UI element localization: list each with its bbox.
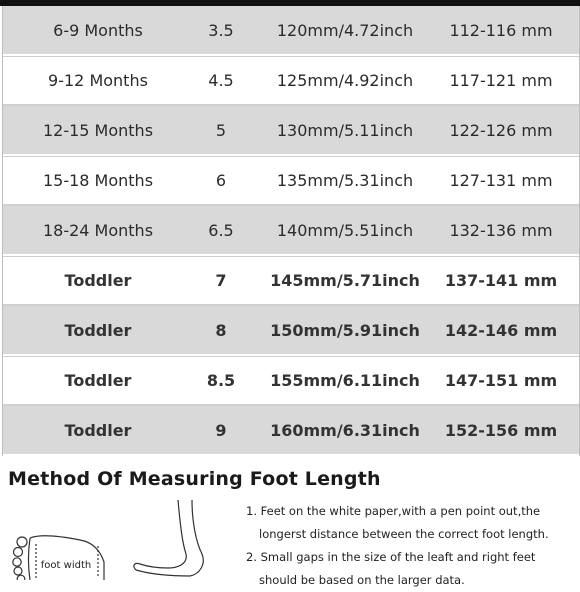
size-cell: 8 bbox=[215, 320, 227, 340]
foot-top-view-icon bbox=[13, 536, 104, 580]
foot-length-cell: 160mm/6.31inch bbox=[270, 420, 420, 440]
foot-length-cell: 130mm/5.11inch bbox=[276, 120, 414, 140]
table-row bbox=[3, 156, 579, 206]
mm-range-cell: 142-146 mm bbox=[444, 320, 558, 340]
age-cell: 12-15 Months bbox=[42, 120, 154, 140]
age-cell: Toddler bbox=[64, 320, 132, 340]
foot-length-cell: 135mm/5.31inch bbox=[276, 171, 414, 190]
size-chart-table bbox=[2, 6, 580, 456]
age-cell: Toddler bbox=[64, 420, 132, 440]
table-row bbox=[3, 106, 579, 156]
age-cell: 6-9 Months bbox=[53, 20, 143, 40]
mm-range-cell: 132-136 mm bbox=[449, 220, 553, 240]
table-row bbox=[3, 356, 579, 406]
table-row bbox=[3, 206, 579, 256]
foot-side-view-icon bbox=[134, 500, 203, 576]
size-cell: 6.5 bbox=[208, 220, 234, 240]
method-title: Method Of Measuring Foot Length bbox=[8, 468, 381, 490]
instruction-line: should be based on the larger data. bbox=[259, 573, 465, 587]
measuring-instructions bbox=[246, 500, 576, 592]
size-cell: 8.5 bbox=[206, 371, 236, 390]
foot-measuring-illustration bbox=[0, 492, 240, 580]
table-row bbox=[3, 306, 579, 356]
age-cell: 9-12 Months bbox=[48, 71, 148, 90]
foot-length-cell: 120mm/4.72inch bbox=[276, 20, 414, 40]
age-cell: 18-24 Months bbox=[42, 220, 154, 240]
age-cell: 15-18 Months bbox=[42, 171, 154, 190]
foot-length-cell: 150mm/5.91inch bbox=[270, 320, 420, 340]
size-cell: 6 bbox=[215, 171, 227, 190]
age-cell: Toddler bbox=[64, 271, 132, 290]
foot-length-cell: 155mm/6.11inch bbox=[270, 371, 420, 390]
size-cell: 7 bbox=[215, 271, 227, 290]
size-cell: 9 bbox=[215, 420, 227, 440]
foot-length-cell: 145mm/5.71inch bbox=[270, 271, 420, 290]
mm-range-cell: 137-141 mm bbox=[444, 271, 558, 290]
mm-range-cell: 112-116 mm bbox=[449, 20, 553, 40]
foot-width-label: foot width bbox=[40, 560, 92, 571]
size-cell: 3.5 bbox=[208, 20, 234, 40]
instruction-line: longerst distance between the correct foot length. bbox=[259, 527, 549, 541]
instruction-line: 2. Small gaps in the size of the leaft and right feet bbox=[246, 550, 536, 564]
mm-range-cell: 152-156 mm bbox=[444, 420, 558, 440]
age-cell: Toddler bbox=[64, 371, 132, 390]
foot-length-cell: 125mm/4.92inch bbox=[276, 71, 414, 90]
size-cell: 5 bbox=[215, 120, 227, 140]
table-row bbox=[3, 56, 579, 106]
foot-length-cell: 140mm/5.51inch bbox=[276, 220, 414, 240]
mm-range-cell: 127-131 mm bbox=[449, 171, 553, 190]
mm-range-cell: 147-151 mm bbox=[444, 371, 558, 390]
table-row bbox=[3, 256, 579, 306]
size-cell: 4.5 bbox=[208, 71, 234, 90]
instruction-line: 1. Feet on the white paper,with a pen point out,the bbox=[246, 504, 541, 518]
mm-range-cell: 117-121 mm bbox=[449, 71, 553, 90]
table-row bbox=[3, 406, 579, 456]
table-row bbox=[3, 6, 579, 56]
mm-range-cell: 122-126 mm bbox=[449, 120, 553, 140]
